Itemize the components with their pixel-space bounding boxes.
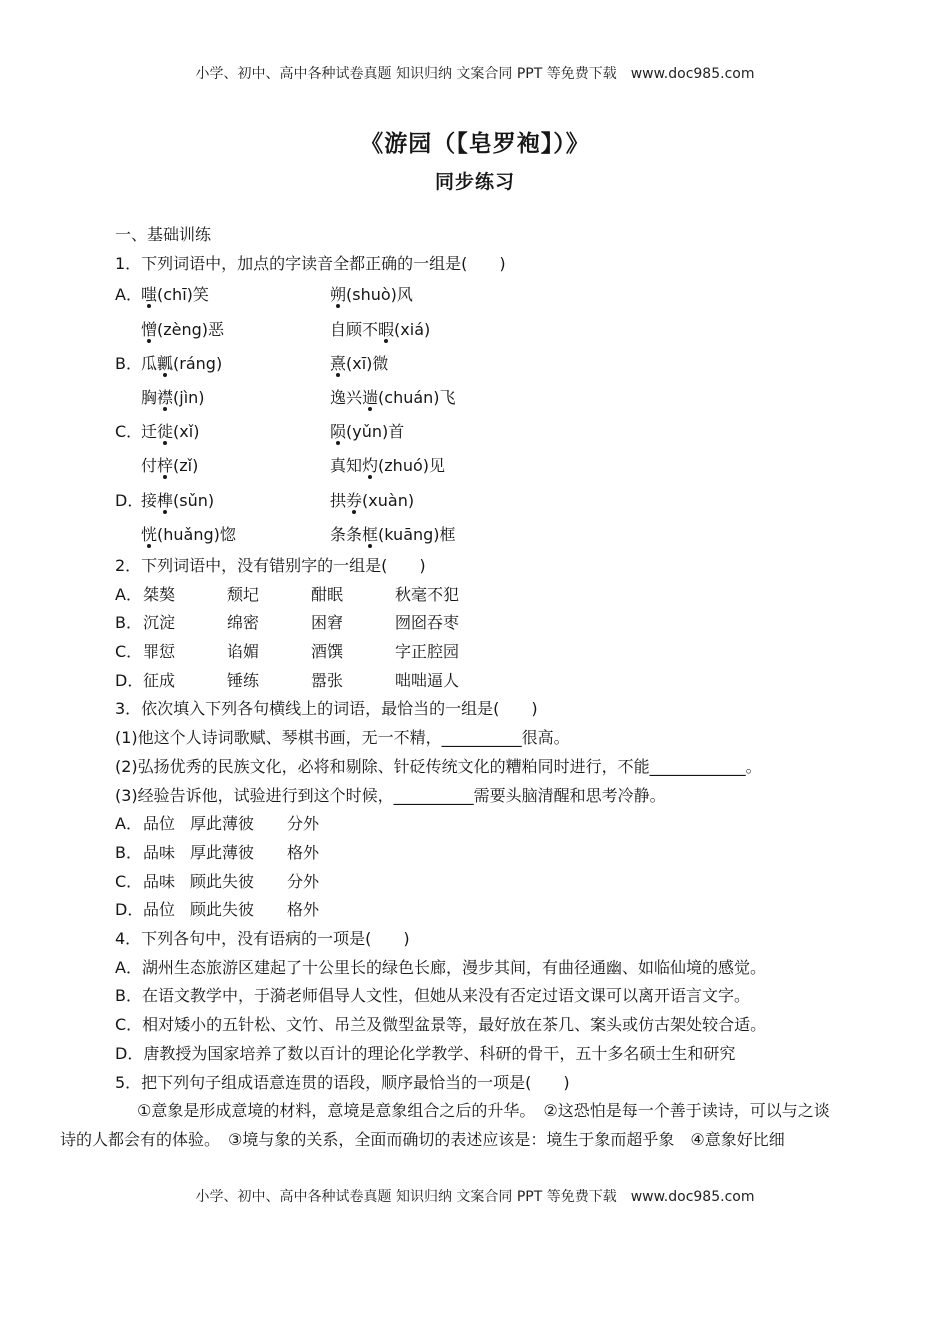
option-label: D． bbox=[115, 670, 144, 690]
q1-option-label bbox=[115, 381, 141, 415]
dotted-char: 瓤 bbox=[157, 353, 174, 373]
q1-word-left bbox=[141, 484, 330, 518]
q1-word-right bbox=[330, 484, 920, 518]
q2-word: 秋毫不犯 bbox=[395, 584, 460, 604]
q2-word: 咄咄逼人 bbox=[395, 670, 460, 690]
q1-option-c-line2 bbox=[115, 449, 920, 483]
q3-word: 格外 bbox=[287, 842, 320, 862]
q3-word: 品味 bbox=[143, 871, 176, 891]
worksheet-body bbox=[60, 221, 920, 1155]
word-post: (huǎng)惚 bbox=[157, 524, 236, 544]
q1-option-label bbox=[115, 313, 141, 347]
q1-option-d-line2 bbox=[115, 518, 920, 552]
q1-option-a-line2 bbox=[115, 313, 920, 347]
option-label: D． bbox=[115, 900, 144, 920]
word-pre: 自顾不 bbox=[330, 319, 379, 339]
q5-paragraph-line1: ①意象是形成意境的材料，意境是意象组合之后的升华。 ②这恐怕是每一个善于读诗，可以与之谈 bbox=[137, 1101, 830, 1121]
option-label: B． bbox=[115, 613, 142, 633]
doc-subtitle: 同步练习 bbox=[434, 171, 515, 193]
word-post: (xuàn) bbox=[362, 490, 415, 510]
q1-option-b-line1 bbox=[115, 347, 920, 381]
dotted-char: 梓 bbox=[157, 456, 174, 476]
q1-word-left bbox=[141, 449, 330, 483]
dotted-char: 榫 bbox=[157, 490, 174, 510]
word-pre: 接 bbox=[141, 490, 158, 510]
dotted-char: 框 bbox=[362, 524, 379, 544]
q2-word: 绵密 bbox=[227, 613, 260, 633]
word-post: (zhuó)见 bbox=[378, 456, 445, 476]
word-post: (shuò)风 bbox=[346, 285, 413, 305]
q3-word: 品位 bbox=[143, 900, 176, 920]
q4-option-b: B．在语文教学中，于漪老师倡导人文性，但她从来没有否定过语文课可以离开语言文字。 bbox=[115, 986, 750, 1006]
q1-word-left bbox=[141, 313, 330, 347]
q1-option-label bbox=[115, 449, 141, 483]
option-label: A． bbox=[115, 584, 142, 604]
dotted-char: 朔 bbox=[330, 285, 347, 305]
q3-option-a bbox=[115, 810, 920, 839]
q1-option-label: A． bbox=[115, 285, 142, 305]
q3-sentence-3: (3)经验告诉他，试验进行到这个时候，__________需要头脑清醒和思考冷静。 bbox=[115, 785, 666, 805]
q1-word-right bbox=[330, 278, 920, 312]
dotted-char: 徙 bbox=[157, 422, 174, 442]
q2-option-b bbox=[115, 609, 920, 638]
q2-word: 颓圮 bbox=[227, 584, 260, 604]
q1-word-left bbox=[141, 415, 330, 449]
q3-word: 顾此失彼 bbox=[190, 871, 255, 891]
word-post: (yǔn)首 bbox=[346, 422, 405, 442]
dotted-char: 恍 bbox=[141, 524, 158, 544]
q1-option-label: B． bbox=[115, 353, 142, 373]
word-pre: 真知 bbox=[330, 456, 363, 476]
q3-word: 顾此失彼 bbox=[190, 900, 255, 920]
q5-stem: 5．把下列句子组成语意连贯的语段，顺序最恰当的一项是( ) bbox=[115, 1072, 570, 1092]
word-post: (chuán)飞 bbox=[378, 387, 456, 407]
q1-option-d-line1 bbox=[115, 484, 920, 518]
q1-word-right bbox=[330, 313, 920, 347]
section-heading: 一、基础训练 bbox=[115, 225, 212, 244]
q4-stem: 4．下列各句中，没有语病的一项是( ) bbox=[115, 929, 410, 949]
q3-word: 品味 bbox=[143, 842, 176, 862]
q3-word: 厚此薄彼 bbox=[190, 842, 255, 862]
q2-word: 囫囵吞枣 bbox=[395, 613, 460, 633]
option-label: B． bbox=[115, 842, 142, 862]
q4-option-d: D．唐教授为国家培养了数以百计的理论化学教学、科研的骨干，五十多名硕士生和研究 bbox=[115, 1043, 736, 1063]
dotted-char: 暇 bbox=[378, 319, 395, 339]
dotted-char: 襟 bbox=[157, 387, 174, 407]
word-pre: 胸 bbox=[141, 387, 158, 407]
q1-word-left bbox=[141, 518, 330, 552]
q3-stem: 3．依次填入下列各句横线上的词语，最恰当的一组是( ) bbox=[115, 699, 538, 719]
q2-word: 酣眠 bbox=[311, 584, 344, 604]
q2-word: 征成 bbox=[143, 670, 176, 690]
q3-word: 格外 bbox=[287, 900, 320, 920]
word-pre: 逸兴 bbox=[330, 387, 363, 407]
q2-word: 罪愆 bbox=[143, 642, 176, 662]
q4-option-c: C．相对矮小的五针松、文竹、吊兰及微型盆景等，最好放在茶几、案头或仿古架处较合适。 bbox=[115, 1015, 767, 1035]
dotted-char: 熹 bbox=[330, 353, 347, 373]
q2-word: 沉淀 bbox=[143, 613, 176, 633]
word-post: (jìn) bbox=[173, 387, 205, 407]
word-post: (chī)笑 bbox=[157, 285, 209, 305]
q2-word: 困窘 bbox=[311, 613, 344, 633]
q1-word-left bbox=[141, 278, 330, 312]
word-pre: 条条 bbox=[330, 524, 363, 544]
q1-option-label bbox=[115, 518, 141, 552]
q1-word-right bbox=[330, 449, 920, 483]
dotted-char: 券 bbox=[346, 490, 363, 510]
q2-option-c bbox=[115, 638, 920, 667]
option-label: C． bbox=[115, 871, 143, 891]
word-post: (xī)微 bbox=[346, 353, 389, 373]
word-post: (zǐ) bbox=[173, 456, 199, 476]
q1-word-right bbox=[330, 381, 920, 415]
word-post: (sǔn) bbox=[173, 490, 215, 510]
q3-word: 厚此薄彼 bbox=[190, 814, 255, 834]
dotted-char: 陨 bbox=[330, 422, 347, 442]
q2-word: 字正腔园 bbox=[395, 642, 460, 662]
q1-word-left bbox=[141, 381, 330, 415]
q1-option-label: C． bbox=[115, 422, 143, 442]
q3-word: 分外 bbox=[287, 871, 320, 891]
q2-word: 酒馔 bbox=[311, 642, 344, 662]
word-post: (xiá) bbox=[394, 319, 431, 339]
dotted-char: 灼 bbox=[362, 456, 379, 476]
page-footer-text: 小学、初中、高中各种试卷真题 知识归纳 文案合同 PPT 等免费下载 www.doc985.com bbox=[195, 1189, 755, 1205]
word-pre: 迁 bbox=[141, 422, 158, 442]
q3-sentence-1: (1)他这个人诗词歌赋、琴棋书画，无一不精，__________很高。 bbox=[115, 728, 570, 748]
dotted-char: 嗤 bbox=[141, 285, 158, 305]
q1-word-right bbox=[330, 415, 920, 449]
q2-word: 嚣张 bbox=[311, 670, 344, 690]
doc-title: 《游园（【皂罗袍】）》 bbox=[360, 131, 590, 157]
q1-option-c-line1 bbox=[115, 415, 920, 449]
q2-word: 锤练 bbox=[227, 670, 260, 690]
q3-sentence-2: (2)弘扬优秀的民族文化，必将和剔除、针砭传统文化的糟粕同时进行，不能____________。 bbox=[115, 756, 762, 776]
q3-word: 品位 bbox=[143, 814, 176, 834]
q4-option-a: A．湖州生态旅游区建起了十公里长的绿色长廊，漫步其间，有曲径通幽、如临仙境的感觉。 bbox=[115, 957, 766, 977]
q2-word: 桀獒 bbox=[143, 584, 176, 604]
q1-word-right bbox=[330, 518, 920, 552]
q3-option-d bbox=[115, 896, 920, 925]
page-header-text: 小学、初中、高中各种试卷真题 知识归纳 文案合同 PPT 等免费下载 www.doc985.com bbox=[195, 66, 755, 82]
q1-option-b-line2 bbox=[115, 381, 920, 415]
q3-option-c bbox=[115, 868, 920, 897]
q3-option-b bbox=[115, 839, 920, 868]
q1-stem: 1．下列词语中，加点的字读音全都正确的一组是( ) bbox=[115, 253, 506, 273]
word-post: (xǐ) bbox=[173, 422, 200, 442]
q2-option-d bbox=[115, 667, 920, 696]
q2-option-a bbox=[115, 581, 920, 610]
q1-word-left bbox=[141, 347, 330, 381]
word-pre: 付 bbox=[141, 456, 158, 476]
dotted-char: 憎 bbox=[141, 319, 158, 339]
q1-option-a-line1 bbox=[115, 278, 920, 312]
q5-paragraph-line2: 诗的人都会有的体验。 ③境与象的关系，全面而确切的表述应该是：境生于象而超乎象 ④意象好比细 bbox=[60, 1129, 785, 1149]
q2-stem: 2．下列词语中，没有错别字的一组是( ) bbox=[115, 555, 426, 575]
word-post: (kuāng)框 bbox=[378, 524, 456, 544]
word-pre: 拱 bbox=[330, 490, 347, 510]
word-post: (zèng)恶 bbox=[157, 319, 225, 339]
word-pre: 瓜 bbox=[141, 353, 158, 373]
dotted-char: 遄 bbox=[362, 387, 379, 407]
word-post: (ráng) bbox=[173, 353, 223, 373]
q3-word: 分外 bbox=[287, 814, 320, 834]
q2-word: 谄媚 bbox=[227, 642, 260, 662]
q1-option-label: D． bbox=[115, 490, 144, 510]
q1-word-right bbox=[330, 347, 920, 381]
option-label: A． bbox=[115, 814, 142, 834]
option-label: C． bbox=[115, 642, 143, 662]
